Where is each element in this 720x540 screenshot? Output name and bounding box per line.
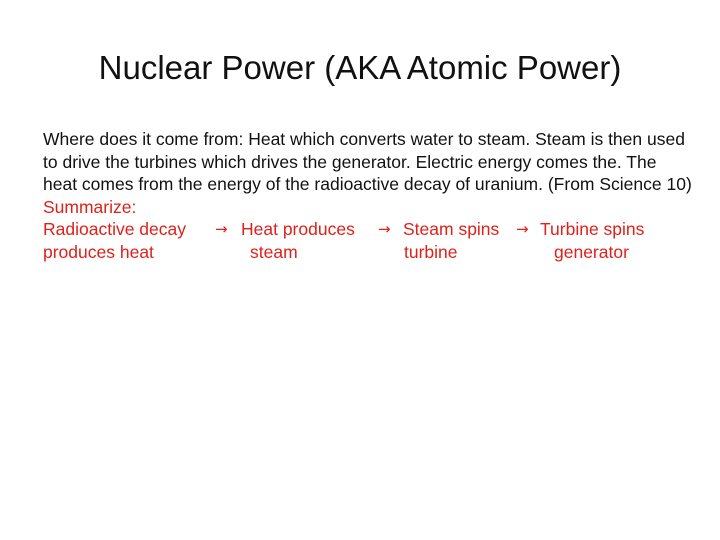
flow-step-4-top: Turbine spins xyxy=(540,219,645,240)
flow-step-1-top: Radioactive decay xyxy=(43,219,186,240)
flow-step-3-top: Steam spins xyxy=(403,219,500,240)
flow-step-3-bottom: turbine xyxy=(404,241,458,262)
flow-step-2-bottom: steam xyxy=(250,241,298,262)
summary-label: Summarize: xyxy=(43,196,137,217)
flow-row-top xyxy=(43,218,693,241)
arrow-right-icon: → xyxy=(215,220,228,239)
flow-step-2-top: Heat produces xyxy=(241,219,355,240)
flow-row-bottom xyxy=(43,241,693,264)
intro-paragraph: Where does it come from: Heat which converts water to steam. Steam is then used to drive the turbines which drives the generator. Electric energy comes the. The heat comes from the energy of the radioactive decay of uranium. (From Science 10) xyxy=(43,129,692,195)
slide-body xyxy=(43,128,693,264)
arrow-right-icon: → xyxy=(516,220,529,239)
flow-step-1-bottom: produces heat xyxy=(43,241,154,262)
slide-title: Nuclear Power (AKA Atomic Power) xyxy=(98,49,622,86)
arrow-right-icon: → xyxy=(378,220,391,239)
flow-step-4-bottom: generator xyxy=(554,241,629,262)
